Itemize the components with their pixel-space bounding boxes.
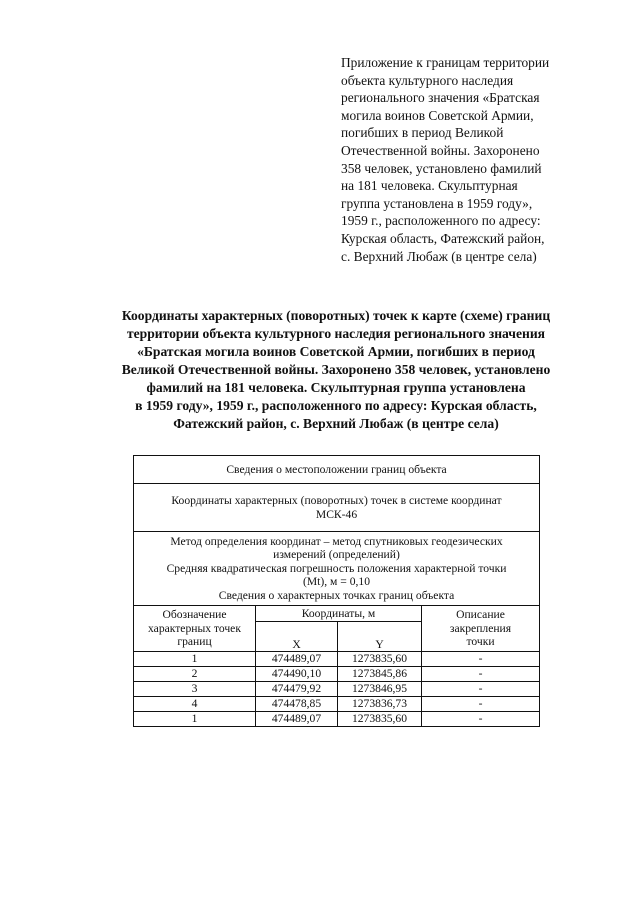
coord-system-line: МСК-46: [315, 507, 358, 521]
point-id: 3: [134, 682, 256, 697]
annex-line: 1959 г., расположенного по адресу:: [341, 213, 541, 229]
point-id: 4: [134, 697, 256, 712]
annex-line: регионального значения «Братская: [341, 90, 540, 106]
location-header: Сведения о местоположении границ объекта: [134, 456, 540, 484]
point-x: 474478,85: [256, 697, 338, 712]
point-desc: -: [422, 697, 540, 712]
table-row: [134, 712, 540, 727]
annex-note: [341, 54, 581, 265]
heading-line: фамилий на 181 человека. Скульптурная группа установлена: [146, 380, 526, 395]
point-desc: -: [422, 682, 540, 697]
annex-line: погибших в период Великой: [341, 125, 504, 141]
description-header: [422, 606, 540, 652]
designation-line: характерных точек: [148, 621, 241, 635]
coords-header: Координаты, м: [256, 606, 422, 622]
document-heading: [80, 307, 592, 433]
designation-line: границ: [177, 635, 212, 649]
method-line: Метод определения координат – метод спутниковых геодезических: [170, 534, 503, 548]
coord-system-cell: [134, 484, 540, 532]
description-line: закрепления: [449, 621, 512, 635]
method-line: (Mt), м = 0,10: [303, 575, 371, 589]
point-id: 1: [134, 652, 256, 667]
annex-line: на 181 человека. Скульптурная: [341, 178, 518, 194]
point-x: 474479,92: [256, 682, 338, 697]
table-row: [134, 697, 540, 712]
description-line: Описание: [456, 608, 505, 622]
y-header: Y: [338, 622, 422, 652]
heading-line: в 1959 году», 1959 г., расположенного по адресу: Курская область,: [135, 398, 537, 413]
coord-system-line: Координаты характерных (поворотных) точек в системе координат: [171, 494, 502, 508]
point-x: 474489,07: [256, 712, 338, 727]
annex-line: Приложение к границам территории: [341, 55, 550, 70]
point-x: 474489,07: [256, 652, 338, 667]
point-y: 1273835,60: [338, 652, 422, 667]
table-row: [134, 682, 540, 697]
point-desc: -: [422, 667, 540, 682]
point-y: 1273836,73: [338, 697, 422, 712]
point-y: 1273846,95: [338, 682, 422, 697]
designation-line: Обозначение: [162, 608, 227, 622]
method-line: измерений (определений): [273, 548, 400, 562]
x-header: X: [256, 622, 338, 652]
method-line: Средняя квадратическая погрешность положения характерной точки: [166, 561, 507, 575]
table-row: [134, 667, 540, 682]
description-line: точки: [466, 635, 495, 649]
point-x: 474490,10: [256, 667, 338, 682]
designation-header: [134, 606, 256, 652]
annex-line: 358 человек, установлено фамилий: [341, 160, 542, 176]
annex-line: могила воинов Советской Армии,: [341, 107, 534, 123]
coordinates-table: [133, 455, 540, 727]
method-cell: [134, 532, 540, 606]
heading-line: Великой Отечественной войны. Захоронено 358 человек, установлено: [121, 362, 551, 377]
annex-line: группа установлена в 1959 году»,: [341, 195, 533, 211]
heading-line: Фатежский район, с. Верхний Любаж (в центре села): [173, 416, 499, 431]
heading-line: территории объекта культурного наследия регионального значения: [126, 326, 546, 341]
method-line: Сведения о характерных точках границ объекта: [218, 588, 455, 602]
point-id: 2: [134, 667, 256, 682]
point-y: 1273835,60: [338, 712, 422, 727]
annex-line: с. Верхний Любаж (в центре села): [341, 248, 537, 264]
heading-line: Координаты характерных (поворотных) точек к карте (схеме) границ: [121, 308, 551, 323]
annex-line: Отечественной войны. Захоронено: [341, 142, 540, 158]
table-row: [134, 652, 540, 667]
annex-line: Курская область, Фатежский район,: [341, 230, 545, 246]
point-y: 1273845,86: [338, 667, 422, 682]
point-id: 1: [134, 712, 256, 727]
point-desc: -: [422, 652, 540, 667]
heading-line: «Братская могила воинов Советской Армии, погибших в период: [137, 344, 535, 359]
point-desc: -: [422, 712, 540, 727]
annex-line: объекта культурного наследия: [341, 72, 514, 88]
